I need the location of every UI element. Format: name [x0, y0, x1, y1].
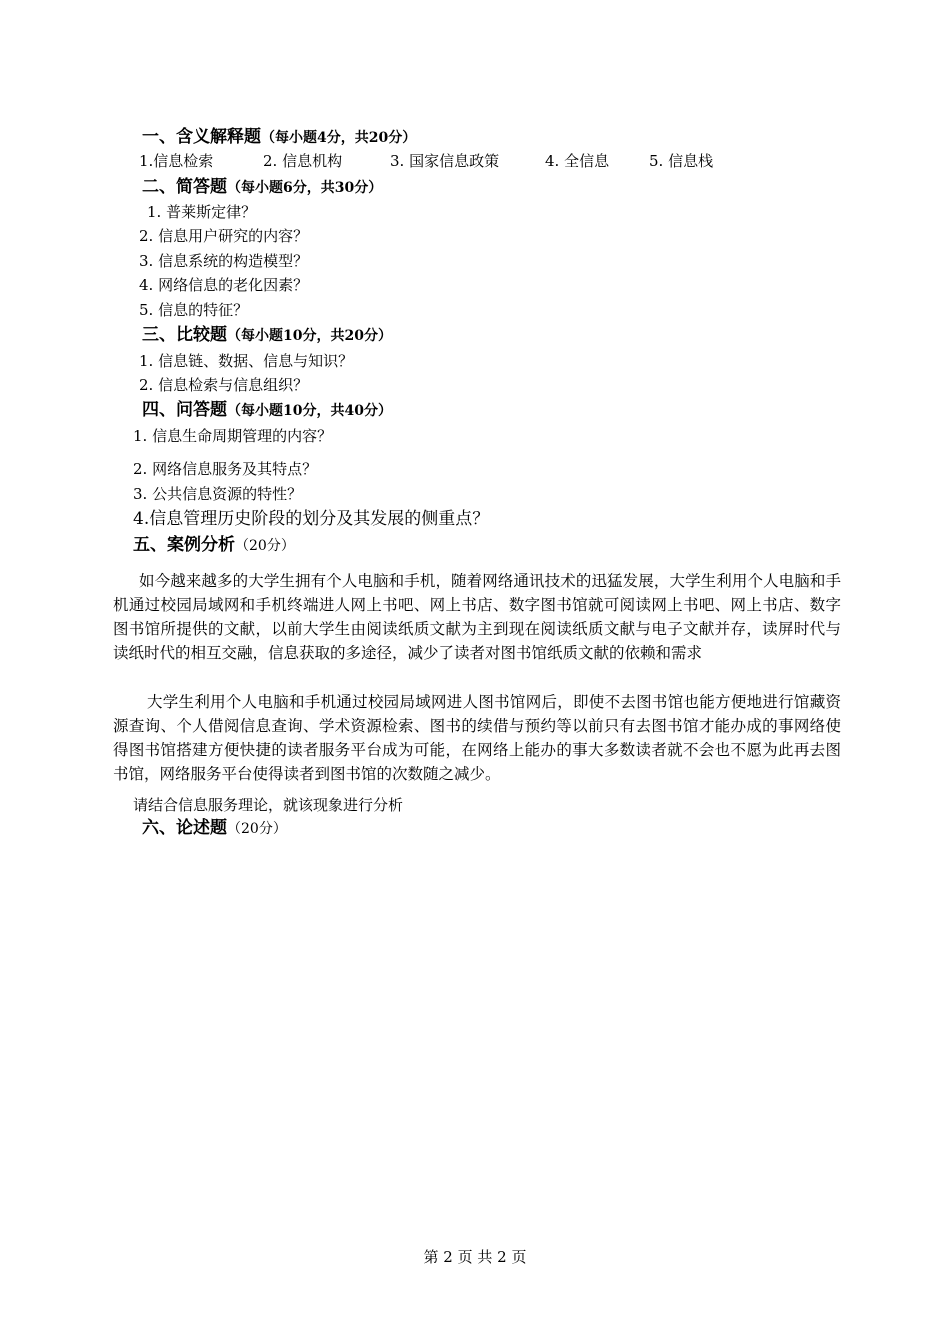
case-prompt: 请结合信息服务理论，就该现象进行分析 — [133, 796, 404, 814]
list-item: 4. 全信息 — [545, 152, 610, 170]
section-3-heading — [142, 325, 392, 346]
case-paragraph-1: 如今越来越多的大学生拥有个人电脑和手机，随着网络通讯技术的迅猛发展，大学生利用个人电脑和手机通过校园局域网和手机终端进人网上书吧、网上书店、数字图书馆就可阅读网上书吧、网上书店、数字图书馆所提供的文献，以前大学生由阅读纸质文献为主到现在阅读纸质文献与电子文献并存，读屏时代与读纸时代的相互交融，信息获取的多途径，减少了读者对图书馆纸质文献的依赖和需求 — [113, 572, 841, 662]
list-item: 3. 公共信息资源的特性？ — [133, 485, 303, 503]
term-list — [139, 151, 713, 171]
section-note: （每小题10分，共20分） — [227, 328, 392, 344]
section-6-heading — [142, 818, 287, 839]
list-item: 2. 信息检索与信息组织？ — [139, 376, 309, 394]
list-item: 1. 信息链、数据、信息与知识？ — [139, 352, 354, 370]
page-footer: 第 2 页 共 2 页 — [423, 1248, 527, 1266]
section-note: （每小题4分，共20分） — [261, 130, 417, 146]
list-item: 2. 网络信息服务及其特点？ — [133, 460, 318, 478]
section-4-heading — [142, 400, 392, 421]
list-item: 1. 普莱斯定律？ — [147, 203, 257, 221]
section-note: （20分） — [227, 821, 287, 837]
list-item: 1. 信息生命周期管理的内容？ — [133, 427, 333, 445]
section-title: 六、论述题 — [142, 818, 227, 838]
section-note: （每小题6分，共30分） — [227, 180, 383, 196]
section-note: （每小题10分，共40分） — [227, 403, 392, 419]
section-1-heading — [142, 127, 416, 148]
section-title: 一、含义解释题 — [142, 127, 261, 147]
section-title: 三、比较题 — [142, 325, 227, 345]
list-item: 1.信息检索 — [139, 152, 214, 170]
list-item: 2. 信息机构 — [263, 152, 343, 170]
list-item: 2. 信息用户研究的内容？ — [139, 227, 309, 245]
list-item: 5. 信息栈 — [649, 152, 714, 170]
section-title: 五、案例分析 — [133, 535, 235, 555]
list-item: 4. 网络信息的老化因素？ — [139, 276, 309, 294]
section-title: 二、简答题 — [142, 177, 227, 197]
list-item: 4.信息管理历史阶段的划分及其发展的侧重点？ — [133, 509, 490, 529]
section-note: （20分） — [235, 538, 295, 554]
section-title: 四、问答题 — [142, 400, 227, 420]
list-item: 3. 国家信息政策 — [390, 152, 500, 170]
list-item: 5. 信息的特征？ — [139, 301, 249, 319]
section-2-heading — [142, 177, 382, 198]
section-5-heading — [133, 535, 295, 556]
case-paragraph-2: 大学生利用个人电脑和手机通过校园局域网进人图书馆网后，即使不去图书馆也能方便地进行馆藏资源查询、个人借阅信息查询、学术资源检索、图书的续借与预约等以前只有去图书馆才能办成的事网络使得图书馆搭建方便快捷的读者服务平台成为可能，在网络上能办的事大多数读者就不会也不愿为此再去图书馆，网络服务平台使得读者到图书馆的次数随之减少。 — [113, 693, 841, 783]
list-item: 3. 信息系统的构造模型？ — [139, 252, 309, 270]
